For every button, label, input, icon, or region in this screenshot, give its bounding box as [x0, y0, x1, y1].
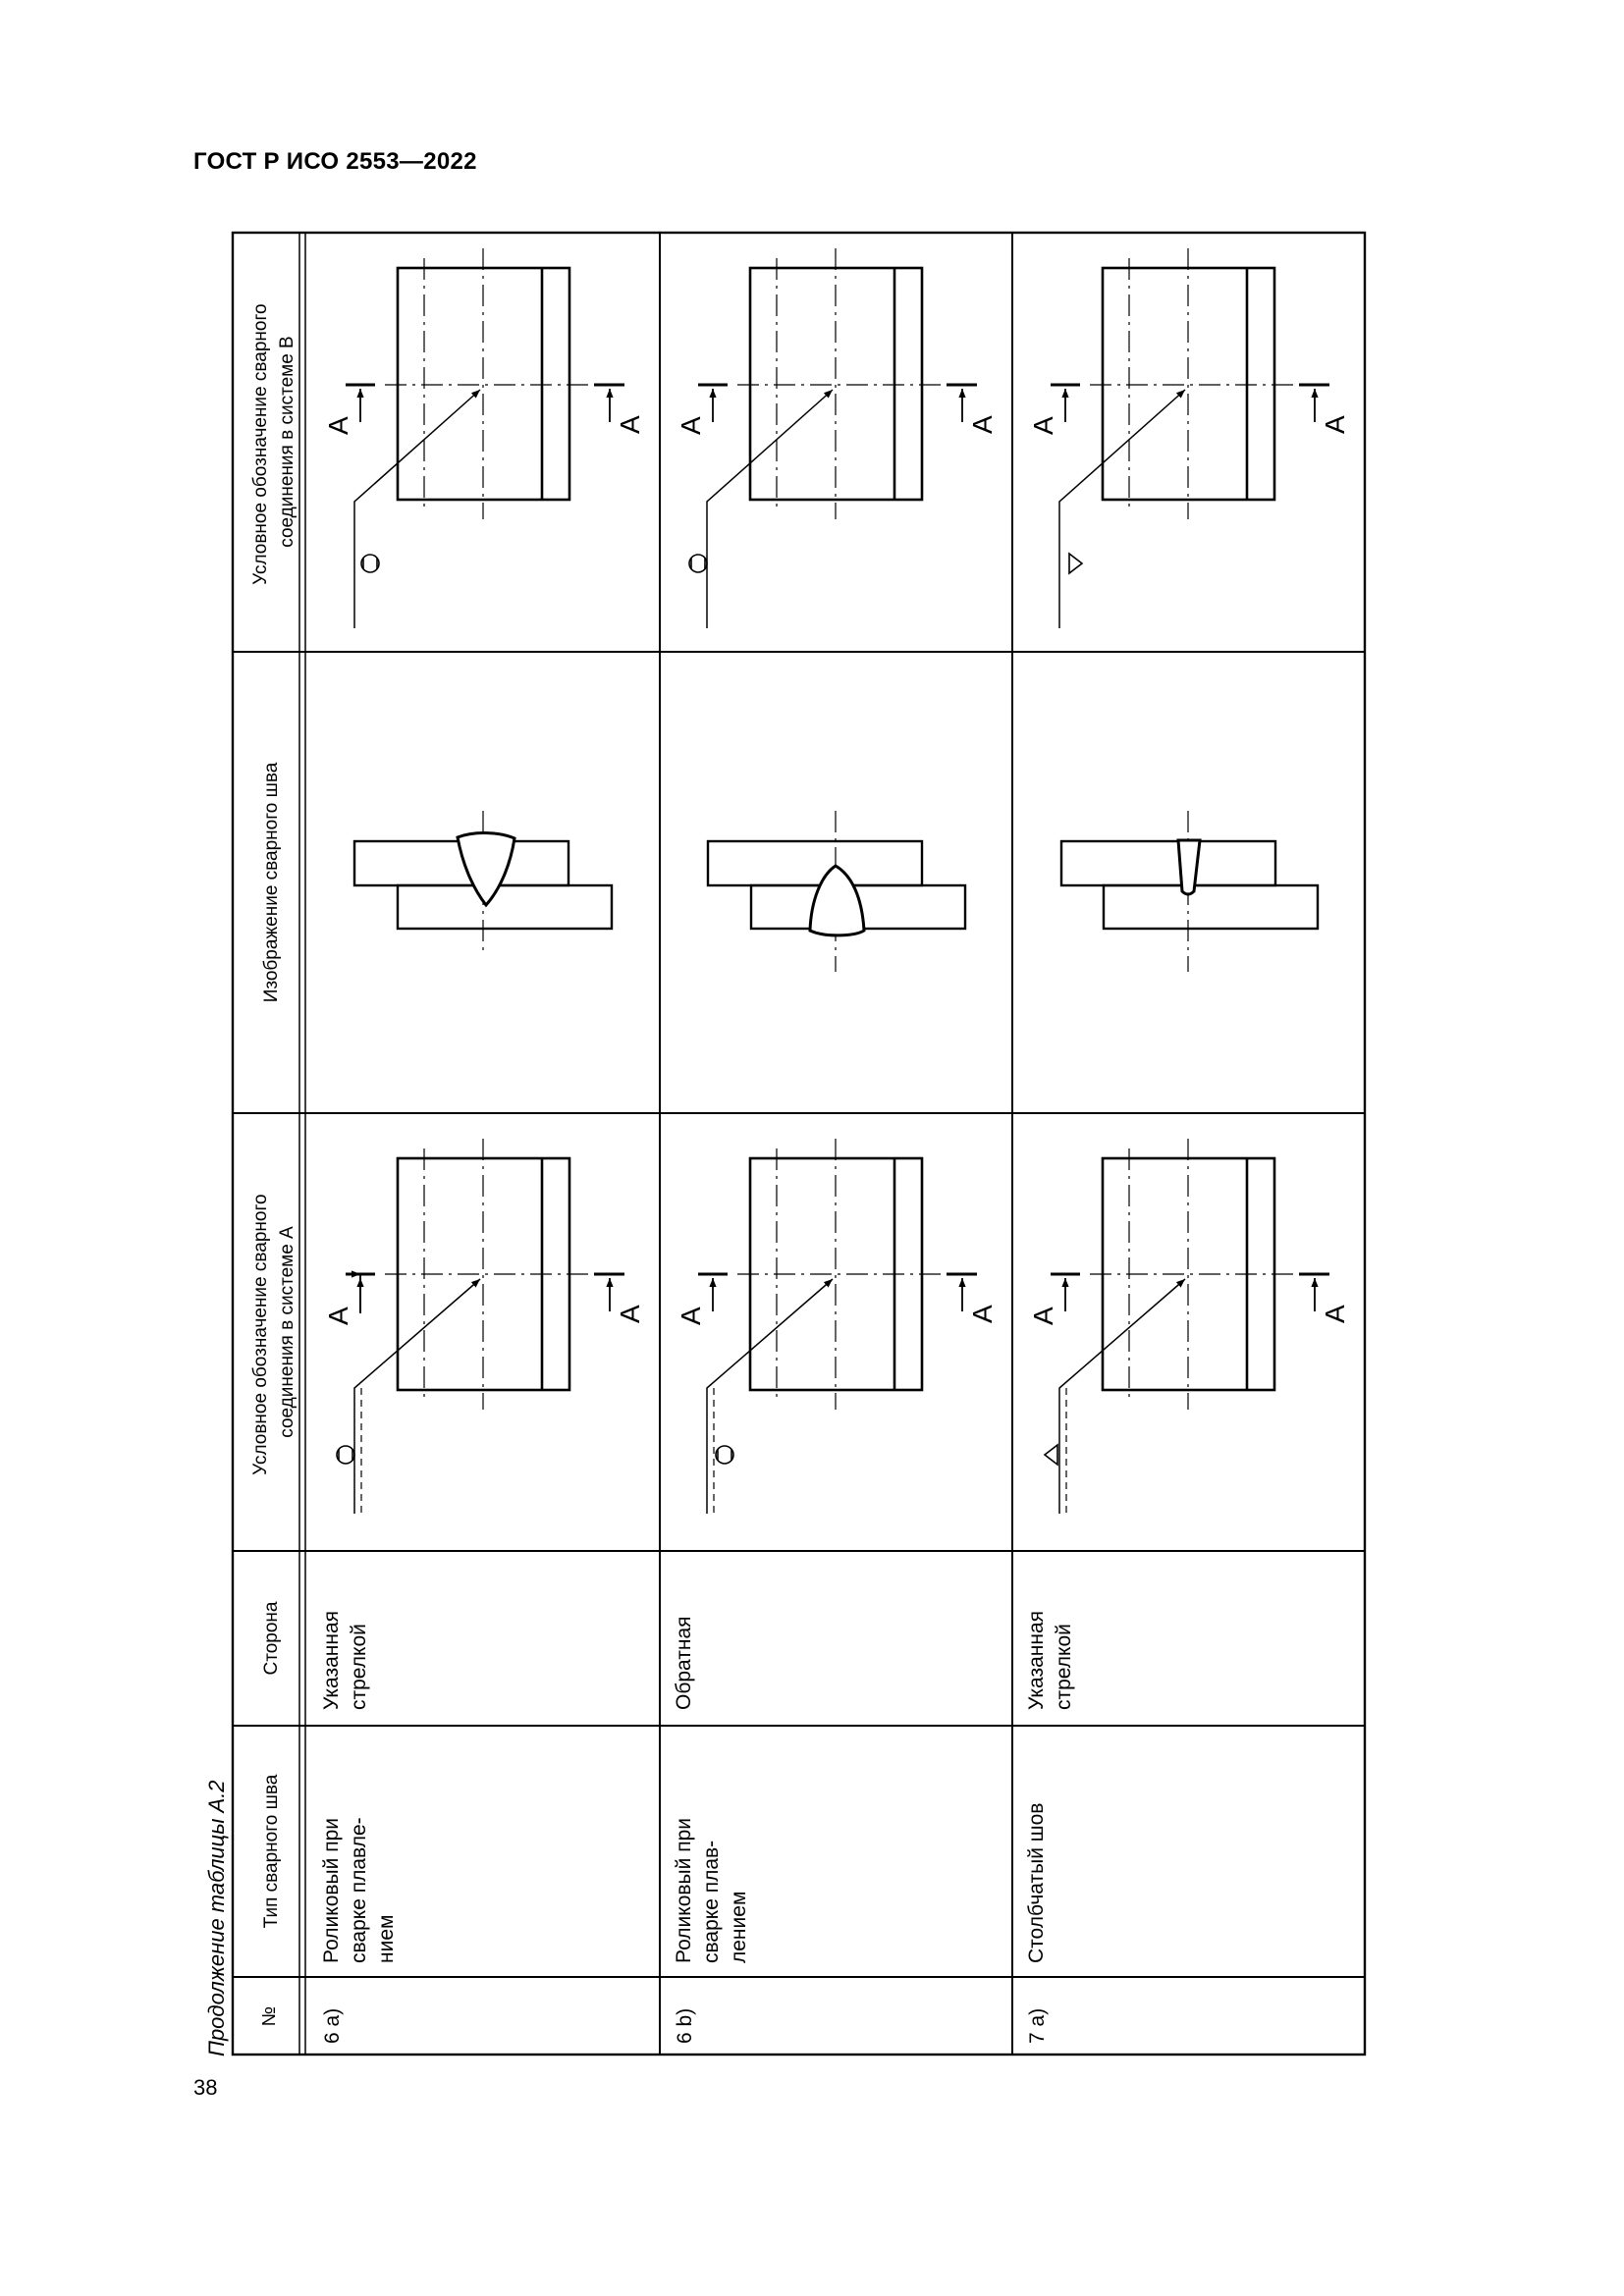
row-7a	[1025, 248, 1350, 2044]
row-type: Роликовый при сварке плав- лением	[673, 1818, 750, 1963]
symbol-system-a	[698, 1139, 977, 1514]
row-6a	[320, 248, 645, 2044]
weld-image	[354, 811, 612, 952]
col-header-num: №	[259, 2005, 280, 2027]
symbol-system-b	[1051, 248, 1329, 628]
row-side: Указанная стрелкой	[320, 1610, 370, 1710]
table-frame	[233, 233, 1365, 2055]
row-type: Столбчатый шов	[1025, 1802, 1048, 1963]
section-label: A	[676, 1307, 706, 1325]
col-header-image: Изображение сварного шва	[261, 762, 282, 1003]
col-header-system-b: Условное обозначение сварного соединения в системе В	[250, 303, 298, 585]
section-label: A	[967, 415, 998, 434]
section-label: A	[323, 416, 353, 435]
row-side: Обратная	[673, 1616, 695, 1710]
row-num: 7 a)	[1026, 2007, 1049, 2044]
symbol-system-b	[689, 248, 977, 628]
section-label: A	[967, 1305, 998, 1323]
row-type: Роликовый при сварке плавле- нием	[320, 1817, 398, 1963]
weld-image	[708, 811, 965, 972]
section-label: A	[615, 1305, 645, 1323]
col-header-type: Тип сварного шва	[261, 1774, 282, 1929]
col-header-side: Сторона	[261, 1601, 282, 1676]
symbol-system-a	[1045, 1139, 1329, 1514]
document-header: ГОСТ Р ИСО 2553—2022	[193, 148, 477, 175]
section-label: A	[1320, 415, 1350, 434]
table-caption: Продолжение таблицы А.2	[204, 1780, 229, 2056]
row-6b	[673, 248, 998, 2044]
symbol-system-a	[337, 1139, 624, 1514]
weld-image	[1061, 811, 1318, 972]
row-num: 6 a)	[321, 2007, 344, 2044]
section-label: A	[1028, 1307, 1058, 1325]
col-header-system-a: Условное обозначение сварного соединения в системе А	[250, 1194, 298, 1475]
section-label: A	[615, 415, 645, 434]
section-label: A	[323, 1307, 353, 1325]
row-num: 6 b)	[674, 2007, 696, 2044]
section-label: A	[1320, 1305, 1350, 1323]
page-number: 38	[193, 2075, 218, 2100]
section-label: A	[1028, 416, 1058, 435]
section-label: A	[676, 416, 706, 435]
row-side: Указанная стрелкой	[1025, 1610, 1075, 1710]
symbol-system-b	[346, 248, 624, 628]
